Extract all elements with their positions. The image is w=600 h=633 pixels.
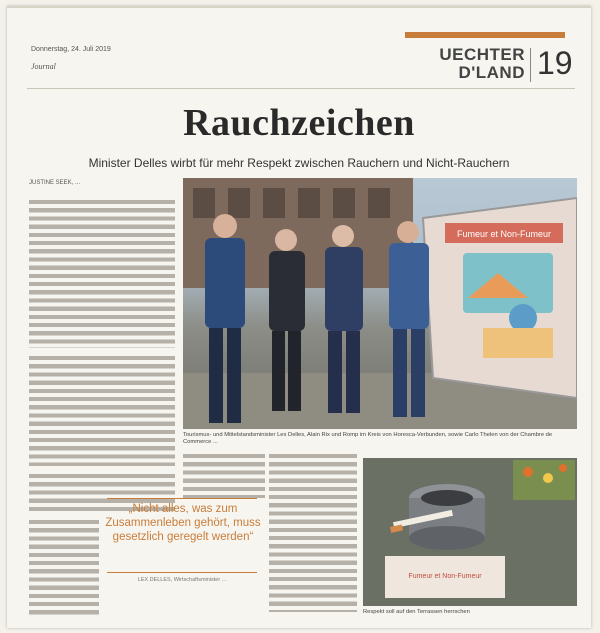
- article-subline: Minister Delles wirbt für mehr Respekt zwischen Rauchern und Nicht-Rauchern: [88, 156, 510, 170]
- article-body-column: [29, 198, 175, 618]
- quote-rule-bottom: [107, 572, 257, 573]
- table-sign: [385, 556, 505, 598]
- body-text-block: [29, 354, 175, 466]
- quote-rule-top: [107, 498, 257, 499]
- article-headline: Rauchzeichen: [183, 102, 415, 144]
- flowers: [513, 460, 575, 500]
- section-name-line-1: UECHTER: [439, 45, 525, 64]
- body-text-block: [183, 452, 265, 498]
- table-sign-text: Fumeur et Non-Fumeur: [408, 573, 482, 580]
- main-photo-illustration: [183, 178, 577, 429]
- body-text-block: [269, 452, 357, 612]
- article-byline: JUSTINE SEEK, ...: [29, 180, 81, 186]
- article-body-column: [183, 452, 265, 498]
- main-photo-caption: Tourismus- und Mittelstandsminister Lex Delles, Alain Rix und Romp im Kreis von Horesca-Verbunden, sowie Carlo Thelen von der Chambre de Commerce ...: [183, 432, 553, 445]
- header-rule: [27, 88, 575, 89]
- pull-quote: „Nicht alles, was zum Zusammenleben gehört, muss gesetzlich geregelt werden“: [105, 503, 261, 543]
- publication-brand: Journal: [31, 62, 56, 71]
- page-number: 19: [537, 45, 573, 81]
- poster-title: Fumeur et Non-Fumeur: [456, 229, 552, 239]
- section-name-line-2: D'LAND: [458, 63, 525, 82]
- secondary-photo-caption: Respekt soll auf den Terrassen herrschen: [363, 609, 470, 615]
- body-text-block: [29, 198, 175, 348]
- secondary-photo: [363, 458, 577, 606]
- section-accent-bar: [405, 32, 565, 38]
- article-body-column: [269, 452, 357, 612]
- body-text-block: [29, 518, 99, 618]
- newspaper-page: [7, 6, 591, 628]
- pull-quote-attribution: LEX DELLES, Wirtschaftsminister ...: [137, 577, 227, 583]
- main-photo: [183, 178, 577, 429]
- issue-date: Donnerstag, 24. Juli 2019: [31, 46, 111, 53]
- poster-board: [423, 198, 577, 398]
- section-name: [425, 46, 525, 82]
- section-divider: [530, 48, 531, 82]
- secondary-photo-illustration: [363, 458, 577, 606]
- top-edge-rule: [7, 6, 591, 8]
